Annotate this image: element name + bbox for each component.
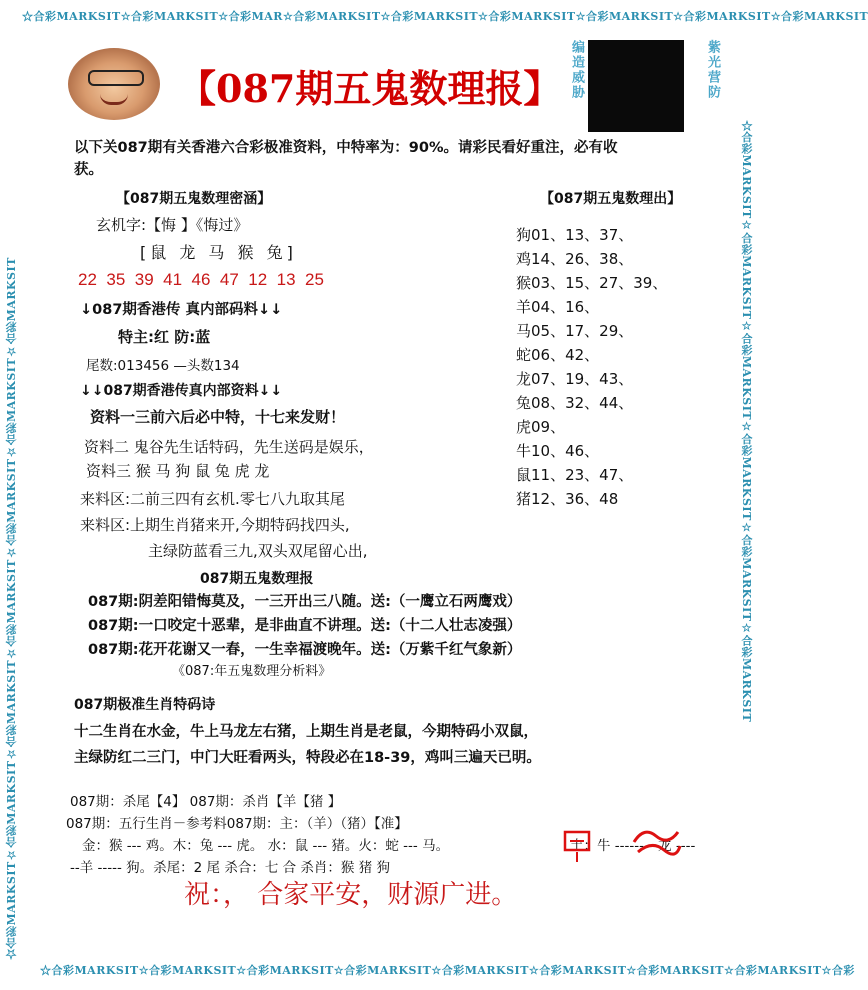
red-seal-mark-1 — [562, 826, 594, 866]
lailiao-1: 来料区:二前三四有玄机.零七八九取其尾 — [80, 490, 345, 508]
portrait-image — [68, 48, 160, 120]
redacted-block — [588, 40, 684, 132]
list-item: 龙07、19、43、 — [516, 370, 634, 388]
lailiao-2: 来料区:上期生肖猪来开,今期特码找四头, — [80, 516, 350, 534]
number: 47 — [219, 270, 239, 289]
number: 39 — [134, 270, 154, 289]
list-item: 鸡14、26、38、 — [516, 250, 634, 268]
list-item: 虎09、 — [516, 418, 566, 436]
list-item: 猪12、36、48 — [516, 490, 619, 508]
wugui-line-2: 087期:一口咬定十恶辈，是非曲直不讲理。送:（十二人壮志凌强） — [88, 618, 522, 634]
red-seal-mark-2 — [630, 822, 682, 858]
wugui-line-3: 087期:花开花谢又一春，一生幸福渡晚年。送:（万紫千红气象新） — [88, 642, 522, 658]
sha-line: --羊 ----- 狗。杀尾：2 尾 杀合：七 合 杀肖：猴 猪 狗 — [70, 860, 391, 876]
poem-line-2: 主绿防红二三门，中门大旺看两头，特段必在18-39，鸡叫三遍天已明。 — [74, 750, 541, 766]
tezhu-line: 特主:红 防:蓝 — [118, 328, 211, 346]
number-row — [78, 270, 324, 290]
wuxing-line: 087期：五行生肖－参考料087期：主：（羊）（猪）【准】 — [66, 816, 408, 832]
blessing: 祝：， 合家平安，财源广进。 — [184, 880, 518, 910]
intro-line-1: 以下关087期有关香港六合彩极准资料，中特率为：90%。请彩民看好重注，必有收 — [74, 140, 618, 156]
wuxing-tail: 土：牛 -------- 龙 ---- — [570, 838, 696, 854]
list-item: 兔08、32、44、 — [516, 394, 634, 412]
stamp-right-text: 紫光营防 — [705, 40, 720, 100]
list-item: 鼠11、23、47、 — [516, 466, 634, 484]
number: 41 — [163, 270, 183, 289]
wuxing-detail: 金：猴 --- 鸡。木：兔 --- 虎。 水：鼠 --- 猪。火：蛇 --- 马。 — [82, 838, 450, 854]
arrow-line-1: ↓087期香港传 真内部码料↓↓ — [80, 302, 283, 318]
page-title: 【087期五鬼数理报】 — [178, 66, 562, 111]
wugui-footer: 《087:年五鬼数理分析料》 — [172, 664, 332, 679]
stamp-left-text: 编造威胁 — [569, 40, 584, 100]
xuanji-line: 玄机字:【悔 】《悔过》 — [96, 216, 249, 234]
right-heading: 【087期五鬼数理出】 — [540, 191, 682, 207]
list-item: 狗01、13、37、 — [516, 226, 634, 244]
list-item: 牛10、46、 — [516, 442, 600, 460]
intro-line-2: 获。 — [74, 162, 103, 178]
glasses-icon — [88, 70, 144, 86]
shawei-line: 087期：杀尾【4】 087期：杀肖【羊【猪 】 — [70, 794, 342, 810]
poem-line-1: 十二生肖在水金，牛上马龙左右猪，上期生肖是老鼠，今期特码小双鼠， — [74, 724, 538, 740]
number: 13 — [276, 270, 296, 289]
ziliao-3: 资料三 猴 马 狗 鼠 兔 虎 龙 — [86, 462, 270, 480]
ziliao-2: 资料二 鬼谷先生话特码，先生送码是娱乐， — [84, 438, 374, 456]
lailiao-3: 主绿防蓝看三九,双头双尾留心出, — [148, 542, 368, 560]
arrow-line-2: ↓↓087期香港传真内部资料↓↓ — [80, 383, 283, 399]
number: 25 — [305, 270, 324, 289]
watermark-top: ☆合彩MARKSIT☆合彩MARKSIT☆合彩MAR☆合彩MARKSIT☆合彩MARKSIT☆合彩MARKSIT☆合彩MARKSIT☆合彩MARKSIT☆合彩MARKSIT — [22, 10, 868, 23]
watermark-bottom: ☆合彩MARKSIT☆合彩MARKSIT☆合彩MARKSIT☆合彩MARKSIT☆合彩MARKSIT☆合彩MARKSIT☆合彩MARKSIT☆合彩MARKSIT☆合彩 — [40, 964, 855, 977]
watermark-left: ☆合彩MARKSIT☆合彩MARKSIT☆合彩MARKSIT☆合彩MARKSIT☆合彩MARKSIT☆合彩MARKSIT☆合彩MARKSIT — [5, 257, 18, 960]
number: 12 — [248, 270, 268, 289]
ziliao-1: 资料一三前六后必中特，十七来发财！ — [90, 408, 346, 426]
wugui-heading: 087期五鬼数理报 — [200, 571, 314, 587]
wugui-line-1: 087期:阴差阳错悔莫及，一三开出三八随。送:（一鹰立石两鹰戏） — [88, 594, 522, 610]
weishu-line: 尾数:013456 —头数134 — [86, 358, 240, 374]
list-item: 猴03、15、27、39、 — [516, 274, 668, 292]
poem-heading: 087期极准生肖特码诗 — [74, 697, 216, 713]
list-item: 羊04、16、 — [516, 298, 600, 316]
number: 22 — [78, 270, 97, 289]
number: 46 — [191, 270, 211, 289]
number: 35 — [106, 270, 126, 289]
smile-icon — [100, 94, 128, 105]
watermark-right: ☆合彩MARKSIT☆合彩MARKSIT☆合彩MARKSIT☆合彩MARKSIT☆合彩MARKSIT☆合彩MARKSIT — [740, 120, 753, 723]
animals-line: [鼠 龙 马 猴 兔] — [140, 243, 297, 262]
list-item: 马05、17、29、 — [516, 322, 634, 340]
list-item: 蛇06、42、 — [516, 346, 600, 364]
left-heading: 【087期五鬼数理密涵】 — [116, 191, 272, 207]
